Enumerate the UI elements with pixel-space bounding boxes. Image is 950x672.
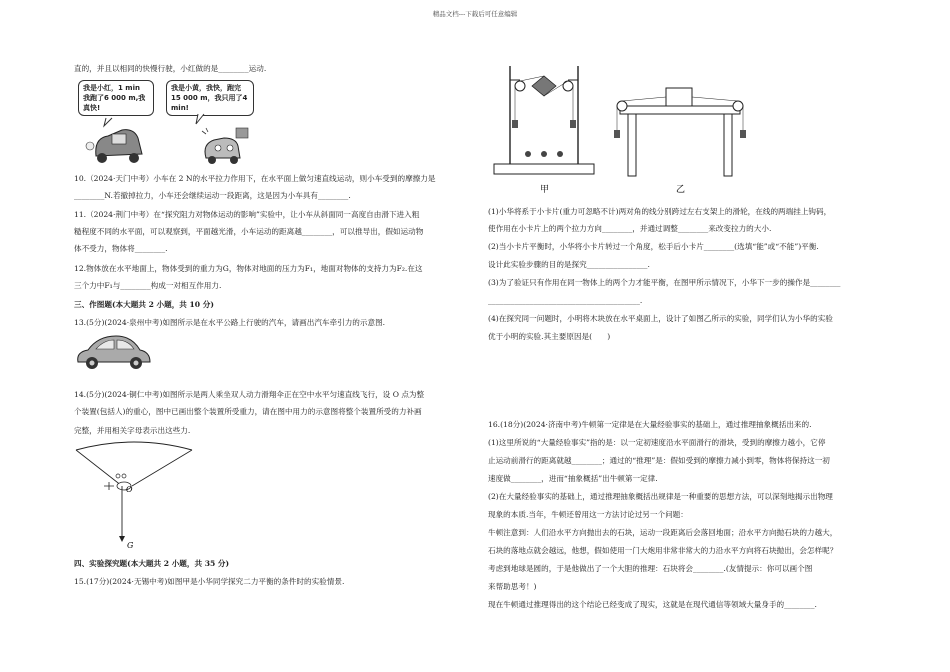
experiment-figure	[490, 60, 750, 202]
cartoon-cars-figure	[78, 80, 278, 160]
apparatus-jia-icon	[494, 66, 594, 174]
cartoon-cars-svg	[78, 80, 278, 180]
q14-line-1: 14.(5分)(2024·铜仁中考)如图所示是两人乘坐双人动力滑翔伞正在空中水平匀速直线飞行，设 O 点为整	[74, 390, 425, 399]
q11-line-3: 体不受力，物体将________.	[74, 244, 168, 253]
bubble-yellow-line: 我是小黄，我快，跑完	[171, 84, 241, 92]
section-3-title: 三、作图题(本大题共 2 小题，共 10 分)	[74, 300, 214, 309]
q10-line-2: ________N.若撤掉拉力，小车还会继续运动一段距离，这是因为小车具有________.	[74, 191, 351, 200]
q16-text: 16.(18分)(2024·济南中考)牛顿第一定律是在大量经验事实的基础上，通过推理抽象概括出来的.	[488, 420, 812, 429]
q14-line-2: 个装置(包括人)的重心，图中已画出整个装置所受重力，请在图中用力的示意图将整个装置所受的力补画	[74, 407, 422, 416]
q16-2-line-1: (2)在大量经验事实的基础上，通过推理抽象概括出规律是一种重要的思想方法，可以深刻地揭示出物理	[488, 492, 833, 501]
q15-3-line-1: (3)为了验证只有作用在同一物体上的两个力才能平衡，在图甲所示情况下，小华下一步的操作是________	[488, 278, 841, 287]
yellow-car-icon	[202, 128, 248, 164]
section-4-title: 四、实验探究题(本大题共 2 小题，共 35 分)	[74, 559, 230, 568]
q11-line-2: 糙程度不同的水平面，可以观察到，平面越光滑，小车运动的距离越________，可以推导出，假如运动物	[74, 227, 424, 236]
bubble-red-line: 真快!	[83, 104, 101, 112]
page-header: 精品文档---下载后可任意编辑	[432, 10, 518, 18]
q11-line-1: 11.（2024·荆门中考）在“探究阻力对物体运动的影响”实验中，让小车从斜面同一高度自由滑下进入粗	[74, 210, 420, 219]
car-icon	[78, 336, 150, 369]
label-yi: 乙	[676, 185, 686, 195]
q15-2-line-2: 设计此实验步骤的目的是探究________________.	[488, 260, 650, 269]
point-o-label: O	[126, 485, 133, 494]
q13-text: 13.(5分)(2024·泉州中考)如图所示是在水平公路上行驶的汽车，请画出汽车牵引力的示意图.	[74, 318, 386, 327]
beetle-car-figure	[74, 332, 154, 372]
q16-1-line-1: (1)这里所说的“大量经验事实”指的是：以一定初速度沿水平面滑行的滑块，受到的摩擦力越小，它停	[488, 438, 826, 447]
q15-1-line-2: 使作用在小卡片上的两个拉力方向________，并通过调整________来改变拉力的大小.	[488, 224, 772, 233]
q16-1-line-2: 止运动前滑行的距离就越________；通过的“推理”是：假如受到的摩擦力减小到零，物体将保持这一初	[488, 456, 830, 465]
bubble-yellow-line: 15 000 m，我只用了4 min!	[171, 94, 248, 112]
gravity-g-label: G	[127, 541, 134, 550]
q10-line-1: 10.（2024·天门中考）小车在 2 N的水平拉力作用下，在水平面上做匀速直线运动，则小车受到的摩擦力是	[74, 174, 436, 183]
q16-2-line-6: 来帮助思考！)	[488, 582, 537, 591]
q16-2-line-7: 现在牛顿通过推理得出的这个结论已经变成了现实，这就是在现代通信等领域大量身手的________.	[488, 600, 817, 609]
q14-line-3: 完整，并用相关字母表示出这些力.	[74, 426, 191, 435]
red-car-icon	[86, 130, 142, 163]
bubble-red-line: 我跑了6 000 m,我	[83, 94, 146, 102]
q15-2-line-1: (2)当小卡片平衡时，小华将小卡片转过一个角度，松手后小卡片________(选填“能”或“不能”)平衡.	[488, 242, 819, 251]
q15-4-line-1: (4)在探究同一问题时，小明将木块放在水平桌面上，设计了如图乙所示的实验，同学们认为小华的实验	[488, 314, 833, 323]
apparatus-yi-icon	[614, 88, 746, 176]
paraglider-figure	[74, 440, 204, 550]
q12-line-1: 12.物体放在水平地面上，物体受到的重力为G，物体对地面的压力为F₁，地面对物体的支持力为F₂.在这	[74, 264, 423, 273]
q16-1-line-3: 速度做________，进而“抽象概括”出牛顿第一定律.	[488, 474, 658, 483]
line-top: 直的，并且以相同的快慢行驶，小红做的是________运动.	[74, 64, 267, 73]
q15-4-line-2: 优于小明的实验.其主要原因是( )	[488, 332, 611, 341]
q16-2-line-4: 石块的落地点就会越远，他想，假如使用一门大炮用非常非常大的力沿水平方向将石块抛出，会怎样呢？	[488, 546, 838, 555]
q16-2-line-3: 牛顿注意到：人们沿水平方向抛出去的石块，运动一段距离后会落回地面；沿水平方向抛石块的力越大，	[488, 528, 838, 537]
q16-2-line-2: 现象的本质.当年，牛顿还曾用这一方法讨论过另一个问题：	[488, 510, 688, 519]
q15-1-line-1: (1)小华将系于小卡片(重力可忽略不计)两对角的线分别跨过左右支架上的滑轮，在线的两端挂上钩码，	[488, 207, 832, 216]
bubble-red-line: 我是小红，1 min	[83, 84, 140, 92]
q15-text: 15.(17分)(2024·无锡中考)如图甲是小华同学探究二力平衡的条件时的实验情景.	[74, 577, 345, 586]
label-jia: 甲	[540, 185, 550, 195]
q15-3-line-2: ________________________________________.	[488, 296, 643, 305]
q12-line-2: 三个力中F₁与________构成一对相互作用力.	[74, 281, 222, 290]
q16-2-line-5: 考虑到地球是圆的，于是他做出了一个大胆的推理：石块将会________.(友情提示：你可以画个图	[488, 564, 813, 573]
paraglider-icon	[76, 442, 192, 542]
